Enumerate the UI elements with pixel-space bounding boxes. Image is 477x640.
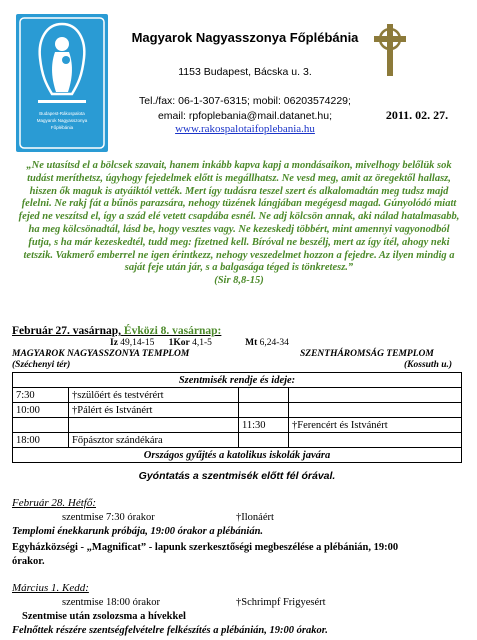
mass-intention: †szülőért és testvérért: [69, 388, 239, 403]
mass-intention-2: [289, 388, 462, 403]
mass-intention: †Pálért és Istvánért: [69, 403, 239, 418]
contact-email: email: rpfoplebania@mail.datanet.hu;: [157, 110, 333, 122]
mass-intention-2: [289, 433, 462, 448]
bulletin-date: 2011. 02. 27.: [385, 108, 449, 122]
mass-time: [13, 418, 69, 433]
sunday-heading: [12, 325, 221, 337]
parish-address: 1153 Budapest, Bácska u. 3.: [178, 66, 312, 78]
table-header-row: [13, 373, 462, 388]
table-row: [13, 403, 462, 418]
mass-time-2: 11:30: [239, 418, 289, 433]
contact-block: [105, 94, 385, 124]
event-note: Szentmise után zsolozsma a hívekkel: [22, 611, 186, 622]
readings-line: [110, 338, 289, 348]
church-right-name: SZENTHÁROMSÁG TEMPLOM: [300, 349, 434, 359]
table-row: [13, 388, 462, 403]
event-note: Templomi énekkarunk próbája, 19:00 órakor a plébánián.: [12, 526, 264, 537]
logo-text-line: Budapest-Rákospalota: [39, 111, 85, 116]
event-note: Egyházközségi - „Magnificat” - lapunk szerkesztőségi megbeszélése a plébánián, 19:00 órakor.: [12, 542, 399, 567]
church-left-name: MAGYAROK NAGYASSZONYA TEMPLOM: [12, 349, 190, 359]
mass-intention: Főpásztor szándékára: [69, 433, 239, 448]
mass-time: 10:00: [13, 403, 69, 418]
schedule-title: Szentmisék rendje és ideje:: [13, 373, 462, 388]
confession-note: Gyóntatás a szentmisék előtt fél órával.: [138, 470, 336, 482]
logo-text-line: Magyarok Nagyasszonya: [36, 118, 88, 123]
reading-ref: 6,24-34: [259, 338, 289, 348]
madonna-icon: [16, 14, 108, 152]
table-row: [13, 433, 462, 448]
table-row: [13, 418, 462, 433]
parish-title: Magyarok Nagyasszonya Főplébánia: [131, 30, 359, 45]
mass-intention-2: [289, 403, 462, 418]
mass-time: 7:30: [13, 388, 69, 403]
quote-reference: (Sir 8,8-15): [214, 275, 264, 287]
reading-ref: 4,1-5: [192, 338, 212, 348]
mass-intention-2: †Ferencért és Istvánért: [289, 418, 462, 433]
logo-text-line: Főplébánia: [50, 125, 74, 130]
event-note: Felnőttek részére szentségfelvételre felkészítés a plébánián, 19:00 órakor.: [12, 625, 328, 636]
collection-note: Országos gyűjtés a katolikus iskolák javára: [13, 448, 462, 463]
mass-time-2: [239, 388, 289, 403]
mass-intention-text: †Ilonáért: [236, 512, 274, 523]
reading-book: Mt: [245, 338, 258, 348]
day-heading: Február 28. Hétfő:: [12, 497, 97, 509]
church-left-place: (Széchenyi tér): [12, 360, 71, 370]
mass-time-text: szentmise 18:00 órakor: [62, 597, 160, 608]
mass-intention: [69, 418, 239, 433]
mass-time-2: [239, 433, 289, 448]
table-footer-row: [13, 448, 462, 463]
mass-time-text: szentmise 7:30 órakor: [62, 512, 155, 523]
reading-book: Iz: [110, 338, 118, 348]
day-heading: Március 1. Kedd:: [12, 582, 89, 594]
parish-logo: [16, 14, 108, 152]
contact-phone: Tel./fax: 06-1-307-6315; mobil: 06203574229;: [139, 95, 351, 107]
mass-schedule-table: [12, 372, 462, 463]
sunday-date: Február 27. vasárnap,: [12, 325, 122, 337]
church-right-place: (Kossuth u.): [404, 360, 453, 370]
quote-text: „Ne utasítsd el a bölcsek szavait, hanem inkább kapva kapj a mondásaikon, mivelhogy belőlük sok tudást meríthetsz, úgyhogy fejedelmek előtt is megállhatsz. Ne vesd meg, amit az öregektől hallasz, hiszen ők maguk is atyáiktól vették. Mert így tudásra teszel szert és alkalomadtán meg tudsz majd felelni. Ne rakj fát a bűnös parazsára, nehogy tüzének lángjában megégesd magad. Gúnyolódó miatt fejed ne veszítsd el, így a szád elé vetett csapdába esnél. Ne adj kölcsön annak, aki nálad hatalmasabb, ha meg kölcsönadtál, lásd be, hogy vesztes vagy. Ne kezeskedj többért, mint amennyi vagyonodból futja, s ha már kezeskedtél, tudd meg: fizetned kell. Bíróval ne beszélj, mert az így ítél, ahogy neki tetszik. Vakmerő emberrel ne igen érintkezz, nehogy veszedelmet hozzon a fejedre. Az ilyen mindig a saját feje után jár, s a balgasága téged is tönkretesz.”: [18, 160, 460, 274]
mass-time-2: [239, 403, 289, 418]
celtic-cross-icon: [372, 22, 408, 78]
reading-book: 1Kor: [168, 338, 190, 348]
mass-intention-text: †Schrimpf Frigyesért: [236, 597, 326, 608]
website-link[interactable]: www.rakospalotaifoplebania.hu: [175, 123, 315, 135]
mass-time: 18:00: [13, 433, 69, 448]
reading-ref: 49,14-15: [120, 338, 155, 348]
sunday-feast: Évközi 8. vasárnap:: [123, 325, 222, 337]
scripture-quote: [16, 160, 462, 288]
